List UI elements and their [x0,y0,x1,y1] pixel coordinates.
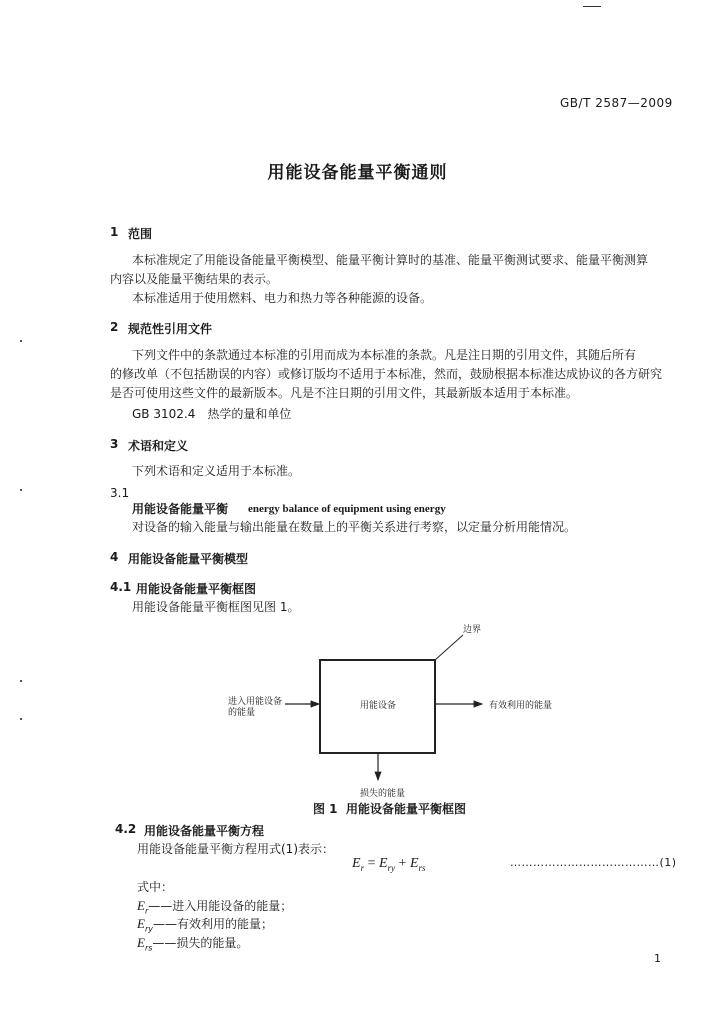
subsection-4-2-number: 4.2 [115,822,137,836]
section-1-paragraph-1-line-1: 本标准规定了用能设备能量平衡模型、能量平衡计算时的基准、能量平衡测试要求、能量平衡测算 [132,253,649,267]
input-energy-label-line-2: 的能量 [228,708,256,718]
section-1-paragraph-1-line-2: 内容以及能量平衡结果的表示。 [110,272,279,286]
section-1-paragraph-2: 本标准适用于使用燃料、电力和热力等各种能源的设备。 [132,291,433,305]
top-edge-mark [583,6,601,7]
balance-equation: $E_r = E_{ry} + E_{rs}$ [352,856,426,873]
equation-number-text: (1) [659,856,677,869]
useful-energy-label: 有效利用的能量 [489,701,553,711]
scan-speck [20,718,22,720]
input-energy-label-line-1: 进入用能设备 [228,697,283,707]
section-4-title: 用能设备能量平衡模型 [128,552,249,566]
section-2-paragraph-line-1: 下列文件中的条款通过本标准的引用而成为本标准的条款。凡是注日期的引用文件，其随后所有 [132,348,637,362]
term-definition: 对设备的输入能量与输出能量在数量上的平衡关系进行考察，以定量分析用能情况。 [132,520,577,534]
figure-caption-text: 用能设备能量平衡框图 [346,802,467,816]
variable-3-description: ——损失的能量。 [152,936,249,950]
subsection-4-2-text: 用能设备能量平衡方程用式(1)表示： [137,842,334,856]
subsection-3-1-number: 3.1 [110,486,130,500]
section-2-title: 规范性引用文件 [128,322,213,336]
section-1-number: 1 [110,225,119,239]
subsection-4-1-text: 用能设备能量平衡框图见图 1。 [132,600,300,614]
boundary-label: 边界 [463,625,482,635]
section-4-number: 4 [110,550,119,564]
equation-leader-dots: ………………………………… [510,856,660,869]
variable-1: $E_r——$进入用能设备的能量； [137,898,293,916]
boundary-pointer-line [435,635,463,660]
figure-caption-number: 图 1 [313,802,338,816]
section-2-paragraph-line-3: 是否可使用这些文件的最新版本。凡是不注日期的引用文件，其最新版本适用于本标准。 [110,386,579,400]
variable-3: $E_{rs}——$损失的能量。 [137,935,249,953]
page-number: 1 [654,952,661,965]
subsection-4-1-number: 4.1 [110,580,132,594]
subsection-4-1-title: 用能设备能量平衡框图 [136,582,257,596]
term-chinese: 用能设备能量平衡 [132,502,229,516]
equipment-label: 用能设备 [360,701,397,711]
scan-speck [20,680,22,682]
section-2-paragraph-line-2: 的修改单（不包括勘误的内容）或修订版均不适用于本标准，然而，鼓励根据本标准达成协议的各方研究 [110,367,663,381]
subsection-4-2-title: 用能设备能量平衡方程 [144,824,265,838]
scan-speck [20,340,22,342]
lost-energy-label: 损失的能量 [360,789,406,799]
scan-speck [20,489,22,491]
variable-2-description: ——有效利用的能量； [152,917,273,931]
equation-number [510,856,677,869]
section-3-intro: 下列术语和定义适用于本标准。 [132,464,301,478]
term-english: energy balance of equipment using energy [248,503,446,515]
variable-2: $E_{ry}——$有效利用的能量； [137,916,273,934]
section-1-title: 范围 [128,227,153,241]
section-2-number: 2 [110,320,119,334]
variable-1-description: ——进入用能设备的能量； [148,899,293,913]
normative-reference: GB 3102.4 热学的量和单位 [132,407,292,421]
section-3-title: 术语和定义 [128,439,189,453]
standard-code: GB/T 2587—2009 [560,96,673,110]
document-title: 用能设备能量平衡通则 [267,163,448,183]
section-3-number: 3 [110,437,119,451]
where-label: 式中： [137,880,174,894]
